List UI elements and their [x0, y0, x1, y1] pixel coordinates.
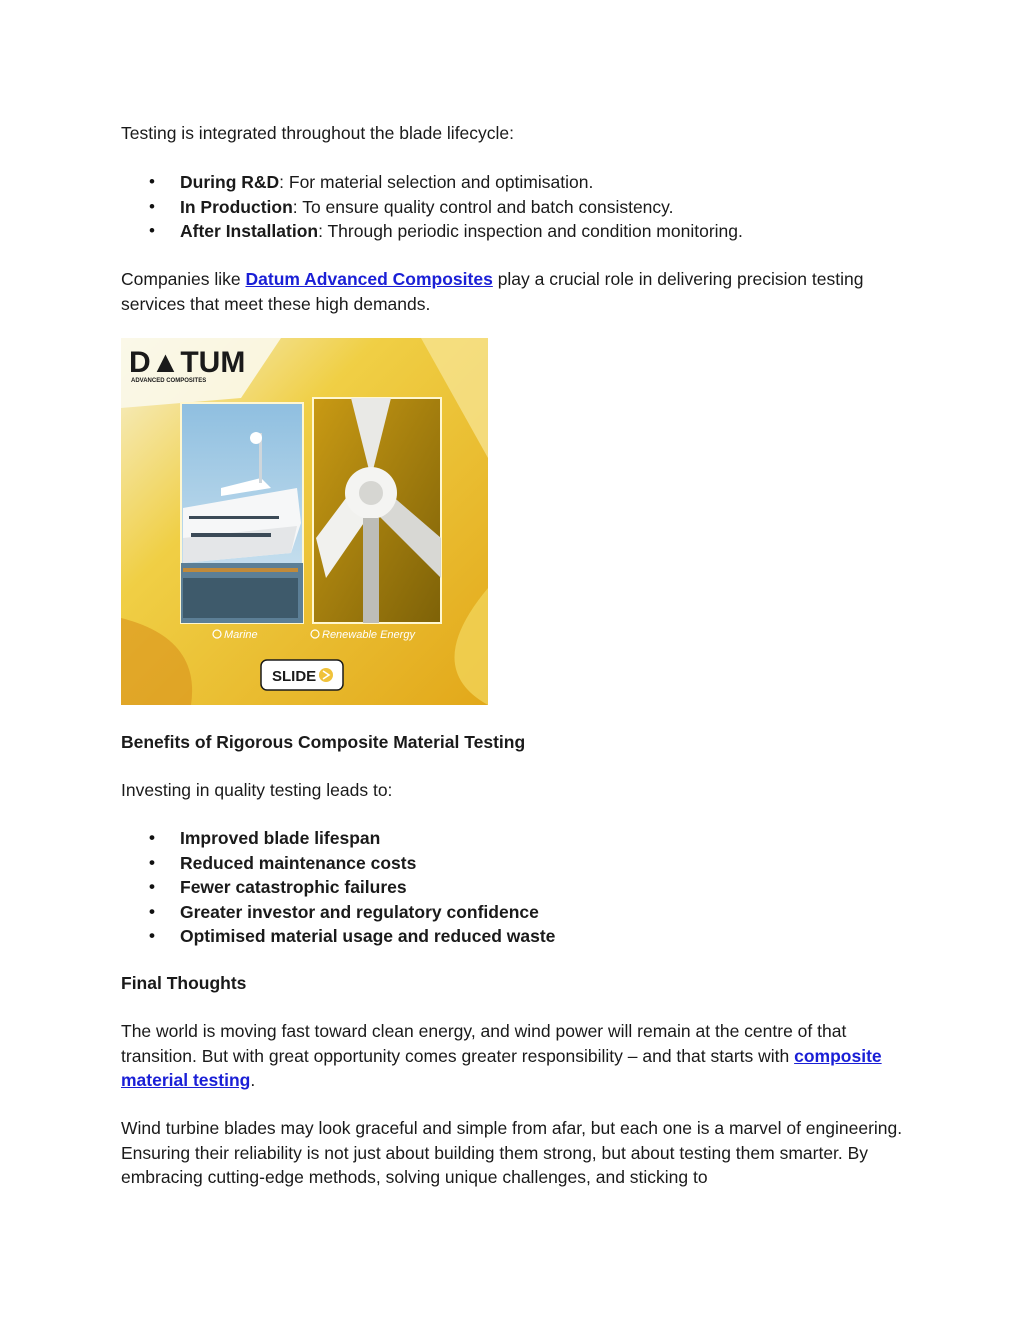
lifecycle-intro: Testing is integrated throughout the blade lifecycle: [121, 123, 515, 143]
list-item [121, 219, 911, 244]
list-item-term: During R&D [180, 172, 280, 192]
final-paragraph-1 [121, 1019, 911, 1093]
list-item-text: : For material selection and optimisation. [279, 172, 594, 192]
list-item-text: : To ensure quality control and batch consistency. [292, 196, 674, 217]
list-item-text: : Through periodic inspection and condition monitoring. [318, 221, 743, 241]
list-item [121, 195, 911, 220]
list-item-term: After Installation [180, 221, 319, 241]
list-item [121, 170, 911, 195]
list-item: • Reduced maintenance costs [121, 851, 911, 876]
benefits-heading: Benefits of Rigorous Composite Material Testing [121, 732, 526, 752]
benefits-intro: Investing in quality testing leads to: [121, 780, 393, 800]
brand-logo: D▲TUM [129, 346, 246, 379]
final-text-after: . [250, 1070, 256, 1090]
companies-text-after: play a crucial role in delivering precision testing services that meet these high demands. [121, 269, 864, 314]
label-renewable-energy: Renewable Energy [322, 629, 415, 641]
datum-promo-image [121, 338, 488, 705]
final-thoughts-heading: Final Thoughts [121, 973, 247, 993]
companies-paragraph [121, 267, 911, 316]
final-paragraph-2: Wind turbine blades may look graceful and simple from afar, but each one is a marvel of engineering. Ensuring their reliability is not just about building them strong, but about testing them smarter. By embracing cutting-edge methods, solving unique challenges, and sticking to [121, 1118, 903, 1187]
lifecycle-list [121, 170, 911, 244]
brand-subtitle: ADVANCED COMPOSITES [131, 378, 207, 384]
datum-link[interactable]: Datum Advanced Composites [245, 269, 493, 289]
list-item: • Fewer catastrophic failures [121, 875, 911, 900]
composite-testing-link[interactable]: composite material testing [121, 1045, 882, 1090]
arrow-icon [319, 668, 333, 682]
list-item-term: In Production [180, 196, 293, 217]
promo-graphic [121, 338, 488, 705]
slide-label: SLIDE [272, 668, 317, 685]
final-text-before: The world is moving fast toward clean energy, and wind power will remain at the centre of that transition. But with great opportunity comes greater responsibility – and that starts with [121, 1021, 847, 1066]
list-item: • Optimised material usage and reduced waste [121, 924, 911, 949]
label-marine: Marine [224, 629, 258, 641]
benefits-list [121, 826, 911, 949]
list-item: • Greater investor and regulatory confidence [121, 900, 911, 925]
list-item: • Improved blade lifespan [121, 826, 911, 851]
companies-text-before: Companies like [121, 269, 246, 289]
